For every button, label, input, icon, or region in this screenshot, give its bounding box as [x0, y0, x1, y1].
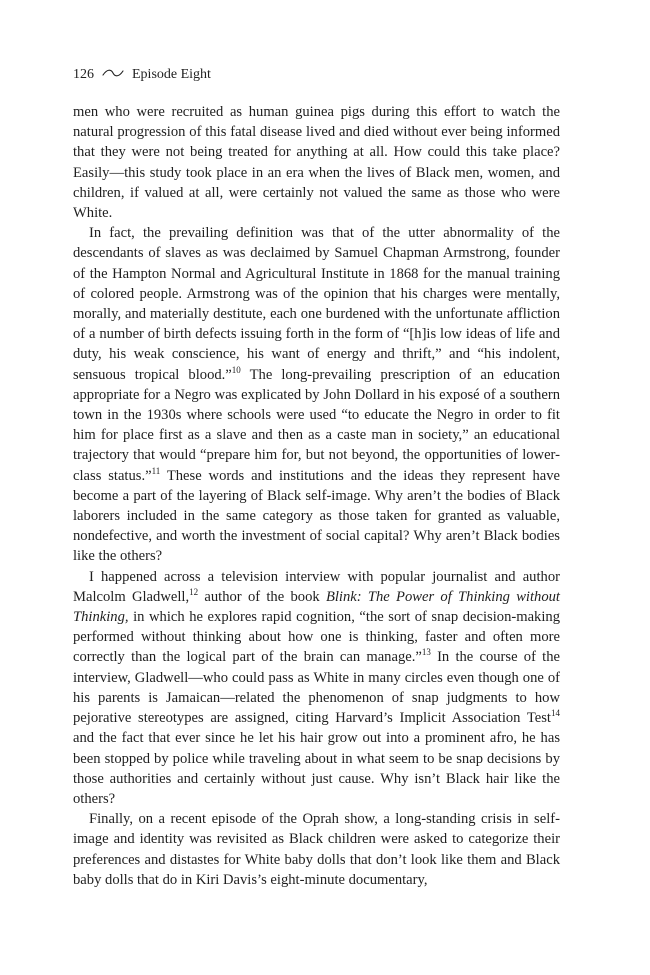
text-run: author of the book: [198, 588, 326, 605]
text-run: Finally, on a recent episode of the Oprah show, a long-standing crisis in self-image and identity was revisited as Black children were asked to categorize their preferences and distastes for White baby dolls that don’t look like them and Black baby dolls that do in Kiri Davis’s eight-minute documentary,: [73, 811, 560, 888]
footnote-ref: 11: [151, 465, 161, 476]
paragraph: [73, 809, 560, 890]
footnote-ref: 13: [421, 647, 431, 658]
book-page: [73, 66, 560, 890]
text-run: These words and institutions and the ideas they represent have become a part of the layering of Black self-image. Why aren’t the bodies of Black laborers included in the same category as those taken for granted as valuable, nondefective, and worth the investment of social capital? Why aren’t Black bodies like the others?: [73, 467, 560, 565]
paragraph: [73, 102, 560, 223]
paragraph: [73, 223, 560, 566]
text-run: I happened across a television interview with popular journalist and author Malcolm Gladwell,: [73, 568, 560, 605]
footnote-ref: 10: [231, 364, 241, 375]
text-run: In fact, the prevailing definition was that of the utter abnormality of the descendants of slaves as was declaimed by Samuel Chapman Armstrong, founder of the Hampton Normal and Agricultural Institute in 1868 for the manual training of colored people. Armstrong was of the opinion that his charges were mentally, morally, and materially destitute, each one burdened with the unfortunate affliction of a number of birth defects issuing forth in the form of “[h]is low ideas of life and duty, his weak conscience, his want of energy and thrift,” and “his indolent, sensuous tropical blood.”: [73, 225, 560, 383]
paragraph: [73, 567, 560, 809]
text-run: and the fact that ever since he let his hair grow out into a prominent afro, he has been stopped by police while traveling about in what seem to be snap decisions by those authorities and certainly without just cause. Why isn’t Black hair like the others?: [73, 730, 560, 807]
footnote-ref: 14: [551, 708, 560, 719]
text-run: in which he explores rapid cognition, “the sort of snap decision-making performed without thinking about how one is thinking, faster and often more correctly than the logical part of the brain can manage.”: [73, 609, 560, 666]
footnote-ref: 12: [189, 587, 199, 598]
body-text: [73, 102, 560, 890]
text-run: In the course of the interview, Gladwell—who could pass as White in many circles even though one of his parents is Jamaican—related the phenomenon of snap judgments to how pejorative stereotypes are assigned, citing Harvard’s Implicit Association Test: [73, 649, 560, 727]
text-run: men who were recruited as human guinea pigs during this effort to watch the natural progression of this fatal disease lived and died without ever being informed that they were not being treated for anything at all. How could this take place? Easily—this study took place in an era when the lives of Black men, women, and children, if valued at all, were certainly not valued the same as those who were White.: [73, 104, 560, 222]
section-title: Episode Eight: [132, 67, 211, 82]
text-run: The long-prevailing prescription of an education appropriate for a Negro was explicated by John Dollard in his exposé of a southern town in the 1930s where schools were used “to educate the Negro in order to fit him for place first as a slave and then as a caste man in society,” an educational trajectory that would “prepare him for, but not beyond, the opportunities of lower-class status.”: [73, 366, 560, 484]
swash-ornament-icon: [102, 66, 124, 84]
running-head: [73, 66, 560, 84]
page-number: 126: [73, 67, 94, 82]
book-title: Blink: The Power of Thinking without Thinking,: [73, 588, 560, 626]
